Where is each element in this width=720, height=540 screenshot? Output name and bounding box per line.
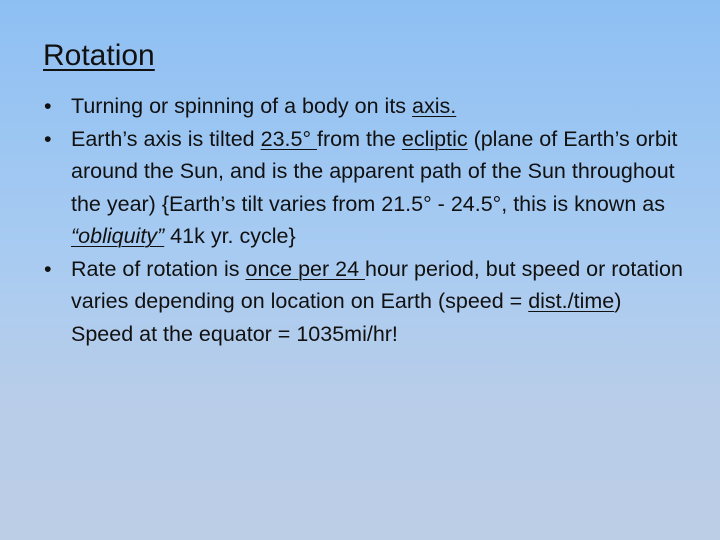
bullet-text-segment: from the xyxy=(317,126,402,151)
bullet-marker: • xyxy=(44,94,52,118)
slide-title: Rotation xyxy=(43,39,155,72)
bullet-text-segment: hour period, but speed or rotation varies depending on location on Earth (speed = xyxy=(71,256,683,313)
bullet-item xyxy=(44,90,684,123)
bullet-text-segment: Earth’s axis is tilted xyxy=(71,126,261,151)
bullet-text-segment: 41k yr. cycle} xyxy=(164,224,296,248)
bullet-text-segment: Turning or spinning of a body on its xyxy=(71,94,413,118)
bullet-text-segment: ecliptic xyxy=(401,126,468,151)
bullet-list xyxy=(44,90,684,350)
bullet-text-segment: ) Speed at the equator = 1035mi/hr! xyxy=(71,289,622,346)
bullet-text-segment: dist./time xyxy=(528,289,615,313)
bullet-item xyxy=(44,123,684,253)
bullet-item xyxy=(44,253,684,351)
bullet-text-segment: axis. xyxy=(412,94,457,118)
bullet-marker: • xyxy=(44,126,52,151)
bullet-text-segment: (plane of Earth’s orbit around the Sun, and is the apparent path of the Sun throughout the year) {Earth’s tilt varies from 21.5° - 24.5°, this is known as xyxy=(71,126,678,216)
bullet-marker: • xyxy=(44,256,52,281)
bullet-text-segment: 23.5° xyxy=(260,126,318,151)
bullet-text-segment: once per 24 xyxy=(245,256,366,281)
bullet-text-segment: Rate of rotation is xyxy=(71,256,246,281)
bullet-text-segment: “obliquity” xyxy=(71,224,165,248)
